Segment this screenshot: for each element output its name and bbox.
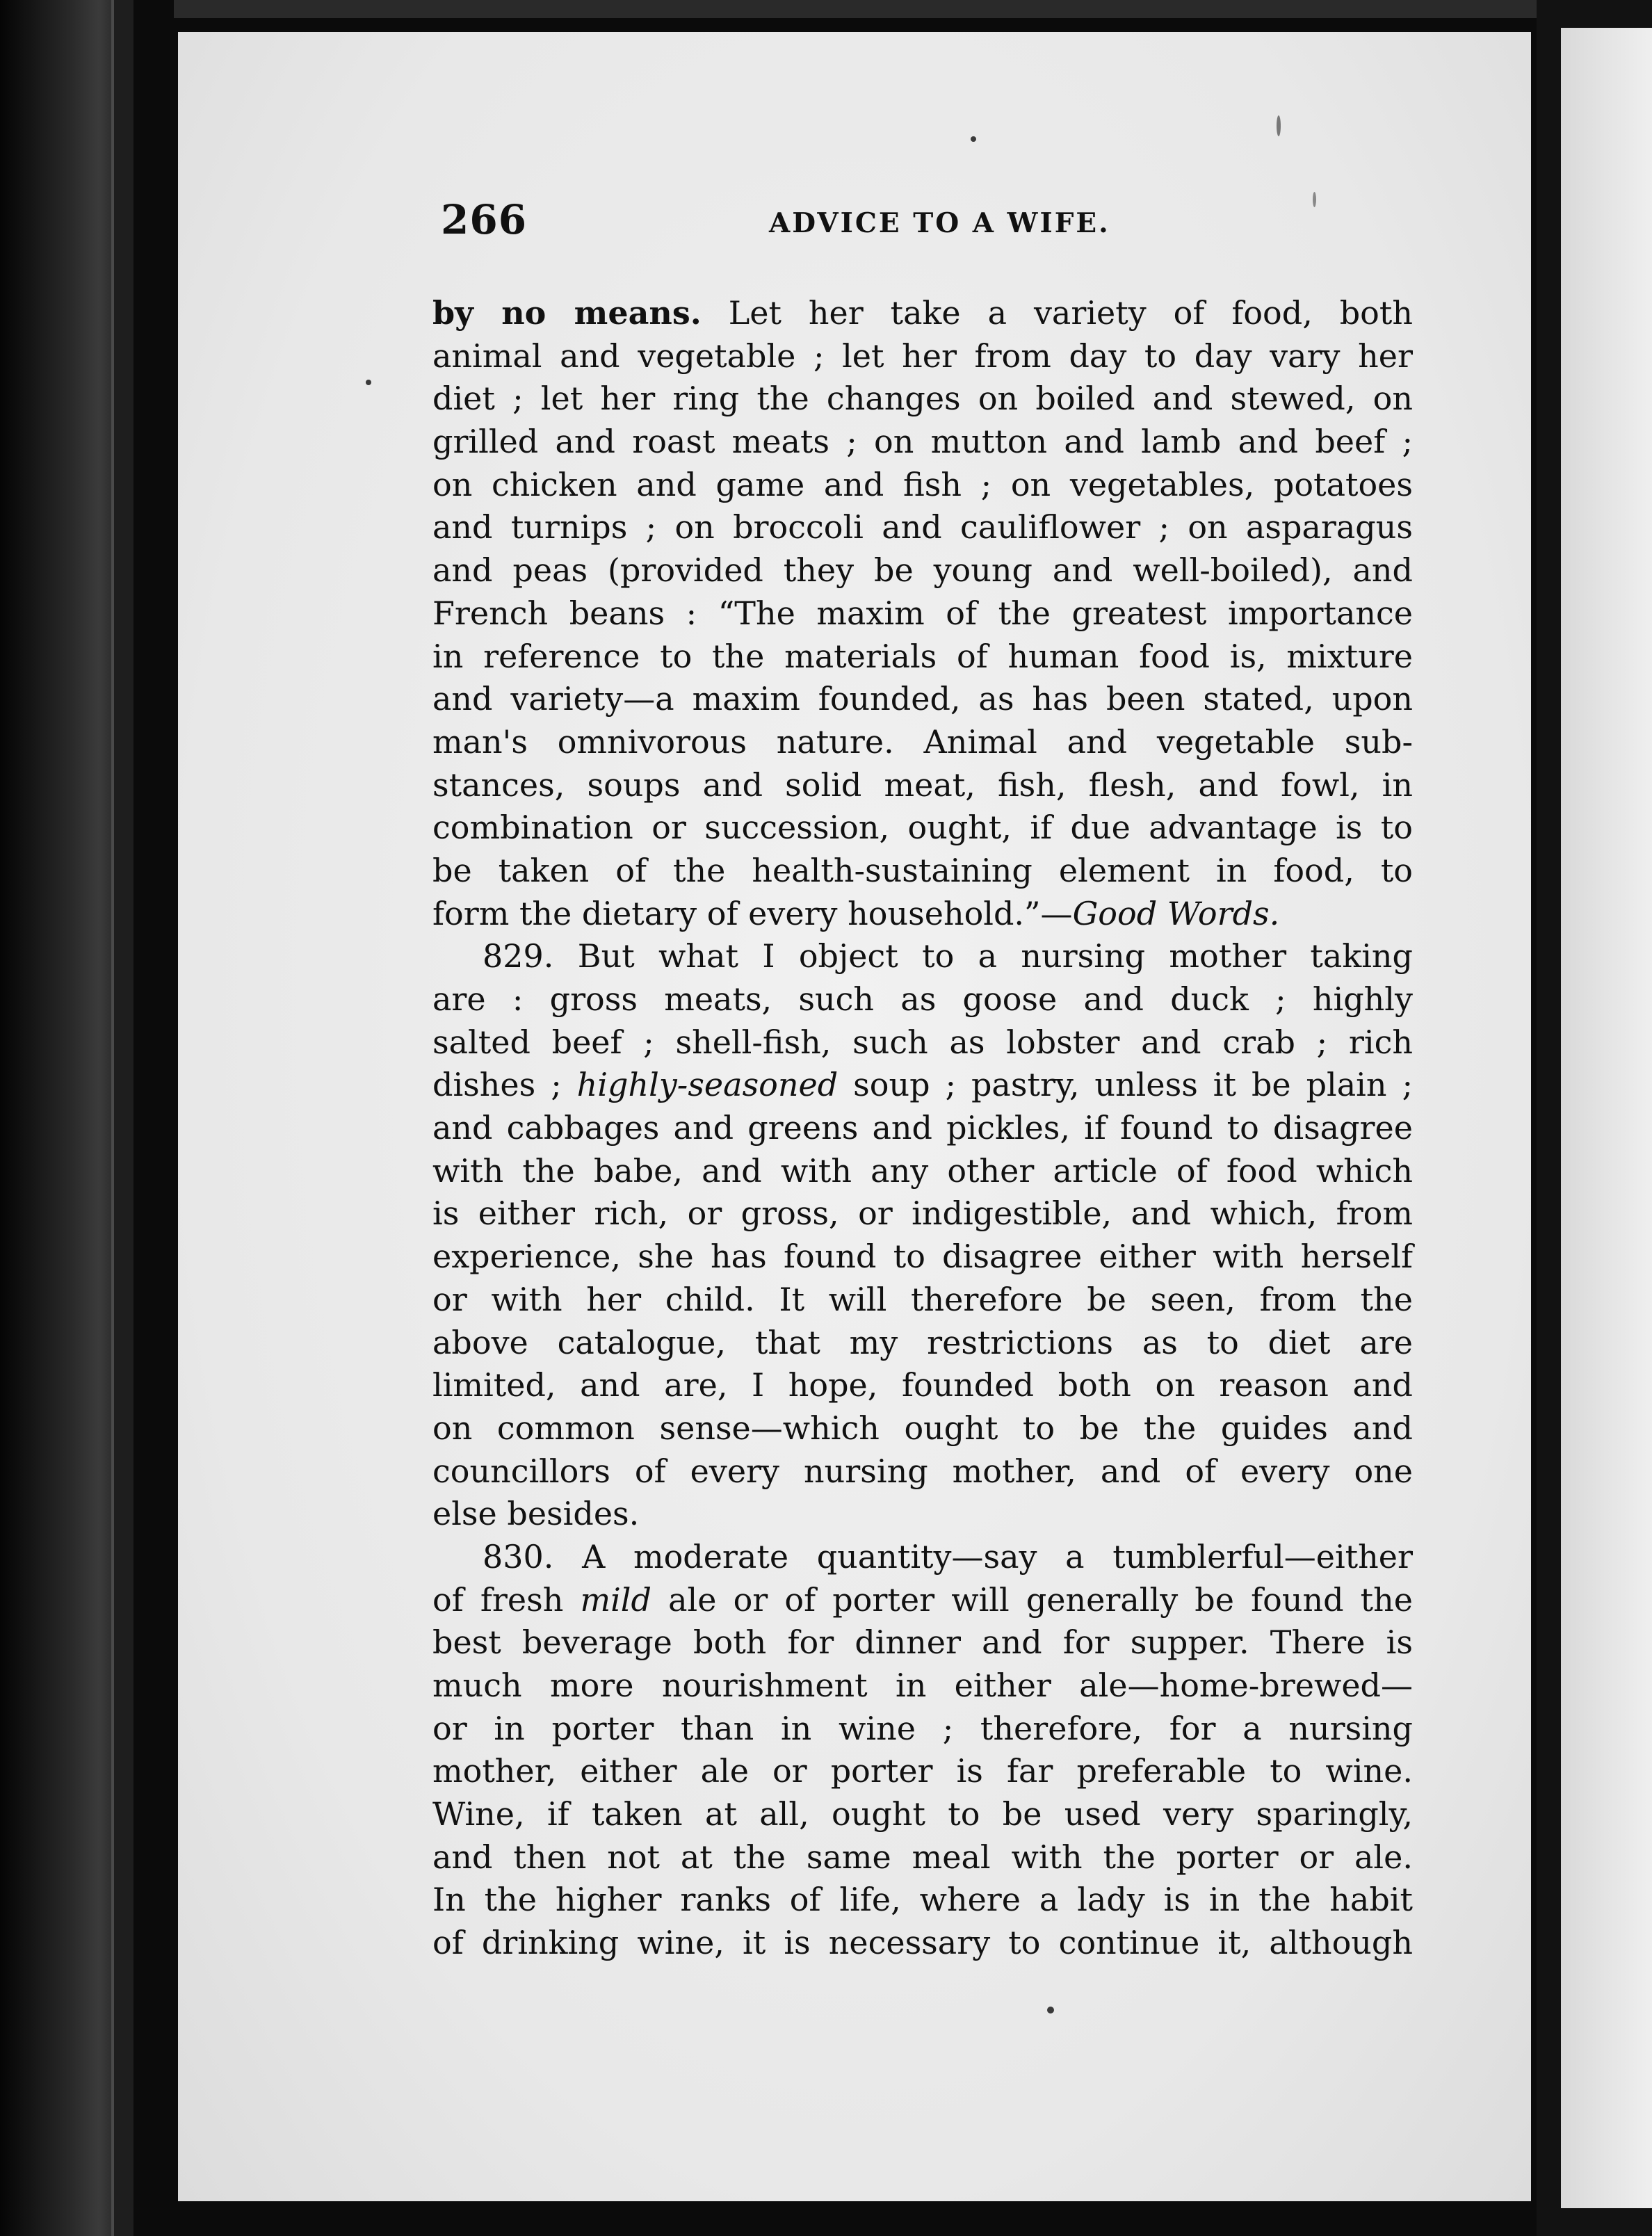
text-segment: and cabbages and greens and pickles, if found to disagree [432, 1109, 1413, 1147]
page-number: 266 [441, 196, 528, 243]
text-segment: councillors of every nursing mother, and of every one [432, 1452, 1413, 1490]
text-line [432, 506, 1413, 549]
text-segment: grilled and roast meats ; on mutton and lamb and beef ; [432, 423, 1413, 461]
binding-stripe [111, 0, 133, 2236]
text-line [432, 764, 1413, 807]
text-line [432, 807, 1413, 850]
text-segment: else besides. [432, 1495, 640, 1533]
text-segment: and turnips ; on broccoli and cauliflower ; on asparagus [432, 508, 1413, 546]
text-segment: mother, either ale or porter is far preferable to wine. [432, 1752, 1413, 1790]
text-segment: soup ; pastry, unless it be plain ; [838, 1066, 1413, 1104]
text-line [432, 1708, 1413, 1751]
text-segment: stances, soups and solid meat, fish, flesh, and fowl, in [432, 765, 1413, 804]
text-segment: of drinking wine, it is necessary to continue it, although [432, 1924, 1413, 1962]
body-text [432, 292, 1413, 1965]
text-segment: on chicken and game and fish ; on vegetables, potatoes [432, 465, 1413, 503]
text-segment: ale or of porter will generally be found the [651, 1580, 1413, 1619]
text-line [432, 1064, 1413, 1107]
bold-text: by no means. [432, 294, 702, 332]
text-segment: and then not at the same meal with the porter or ale. [432, 1838, 1413, 1876]
text-segment: and variety—a maxim founded, as has been stated, upon [432, 680, 1413, 718]
text-line [432, 678, 1413, 721]
text-segment: in reference to the materials of human food is, mixture [432, 637, 1413, 675]
text-segment: are : gross meats, such as goose and duck ; highly [432, 980, 1413, 1018]
text-segment: experience, she has found to disagree either with herself [432, 1238, 1413, 1276]
text-segment: 830. A moderate quantity—say a tumblerful—either [483, 1537, 1413, 1575]
text-segment: Wine, if taken at all, ought to be used very sparingly, [432, 1795, 1413, 1833]
text-segment: be taken of the health-sustaining element in food, to [432, 851, 1413, 889]
text-line [432, 1793, 1413, 1836]
text-segment: of fresh [432, 1580, 581, 1619]
text-segment: on common sense—which ought to be the guides and [432, 1409, 1413, 1447]
text-line [432, 1493, 1413, 1536]
text-line [432, 1107, 1413, 1150]
text-line [432, 1364, 1413, 1407]
text-segment: In the higher ranks of life, where a lady is in the habit [432, 1881, 1413, 1919]
text-line [432, 1407, 1413, 1450]
text-segment: much more nourishment in either ale—home-brewed— [432, 1667, 1413, 1704]
text-line [432, 464, 1413, 507]
text-segment: or in porter than in wine ; therefore, for a nursing [432, 1709, 1413, 1747]
text-segment: with the babe, and with any other article of food which [432, 1151, 1413, 1190]
text-line [432, 893, 1413, 936]
text-line [432, 721, 1413, 764]
text-segment: French beans : “The maxim of the greatest importance [432, 594, 1413, 632]
text-segment: Let her take a variety of food, both [701, 294, 1413, 332]
text-segment: salted beef ; shell-fish, such as lobster and crab ; rich [432, 1023, 1413, 1061]
running-head: ADVICE TO A WIFE. [769, 207, 1110, 239]
text-line [432, 1236, 1413, 1279]
italic-text: highly-seasoned [576, 1066, 839, 1104]
text-line [432, 1279, 1413, 1322]
text-line [432, 378, 1413, 421]
text-segment: best beverage both for dinner and for supper. There is [432, 1623, 1413, 1662]
text-segment: 829. But what I object to a nursing mother taking [483, 937, 1413, 975]
text-segment: animal and vegetable ; let her from day to day vary her [432, 337, 1413, 375]
text-line [432, 1879, 1413, 1922]
text-line [432, 1536, 1413, 1579]
facing-page-edge [1561, 28, 1652, 2208]
italic-text: mild [580, 1580, 651, 1619]
text-line [432, 978, 1413, 1021]
text-segment: dishes ; [432, 1066, 577, 1104]
text-segment: and peas (provided they be young and well-boiled), and [432, 551, 1413, 590]
italic-text: Good Words. [1072, 894, 1280, 932]
text-segment: limited, and are, I hope, founded both on reason and [432, 1366, 1413, 1404]
text-segment: diet ; let her ring the changes on boiled and stewed, on [432, 380, 1413, 418]
text-line [432, 935, 1413, 978]
text-line [432, 1579, 1413, 1622]
paper-speck [366, 380, 371, 385]
paper-speck [1047, 2007, 1054, 2014]
text-line [432, 1750, 1413, 1793]
text-line [432, 635, 1413, 679]
text-line [432, 1922, 1413, 1965]
text-segment: or with her child. It will therefore be seen, from the [432, 1280, 1413, 1318]
text-line [432, 1836, 1413, 1879]
text-segment: form the dietary of every household.”— [432, 894, 1073, 932]
text-line [432, 1450, 1413, 1493]
paper-speck [1277, 115, 1281, 136]
text-line [432, 1192, 1413, 1236]
text-line [432, 549, 1413, 592]
text-line [432, 1322, 1413, 1365]
text-line [432, 1621, 1413, 1664]
text-line [432, 1021, 1413, 1064]
text-segment: combination or succession, ought, if due advantage is to [432, 809, 1413, 847]
top-shadow-edge [174, 0, 1537, 18]
text-line [432, 1664, 1413, 1708]
paper-speck [971, 136, 976, 142]
text-segment: man's omnivorous nature. Animal and vegetable sub- [432, 722, 1413, 761]
text-line [432, 421, 1413, 464]
text-line [432, 1150, 1413, 1193]
page-header [441, 196, 1406, 259]
text-line [432, 850, 1413, 893]
text-line [432, 592, 1413, 635]
text-segment: above catalogue, that my restrictions as to diet are [432, 1323, 1413, 1361]
text-line [432, 292, 1413, 335]
text-segment: is either rich, or gross, or indigestible, and which, from [432, 1194, 1413, 1233]
text-line [432, 335, 1413, 378]
